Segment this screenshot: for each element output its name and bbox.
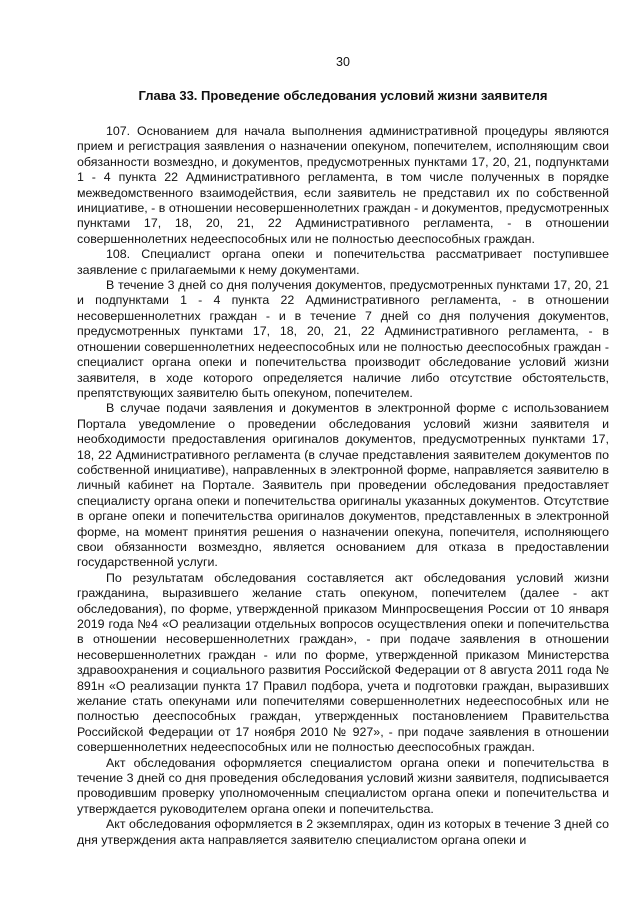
paragraph-electronic-submission: В случае подачи заявления и документов в электронной форме с использованием Портала уведомление о проведении обследования условий жизни заявителя и необходимости предоставления оригиналов документов, предусмотренных пунктами 17, 18, 22 Административного регламента (в случае представления заявителем документов по собственной инициативе), направленных в электронной форме, направляется заявителю в личный кабинет на Портале. Заявитель при проведении обследования предоставляет специалисту органа опеки и попечительства оригиналы указанных документов. Отсутствие в органе опеки и попечительства оригиналов документов, представленных в электронной форме, на момент принятия решения о назначении опекуна, попечителя, исполняющего свои обязанности возмездно, является основанием для отказа в предоставлении государственной услуги. [77,401,609,570]
paragraph-108: 108. Специалист органа опеки и попечительства рассматривает поступившее заявление с прилагаемыми к нему документами. [77,247,609,277]
chapter-title: Глава 33. Проведение обследования условий жизни заявителя [138,88,548,103]
page-number: 30 [336,55,350,69]
paragraph-inspection-act: По результатам обследования составляется акт обследования условий жизни гражданина, выразившего желание стать опекуном, попечителем (далее - акт обследования), по форме, утвержденной приказом Минпросвещения России от 10 января 2019 года №4 «О реализации отдельных вопросов осуществления опеки и попечительства в отношении несовершеннолетних граждан», - при подаче заявления в отношении несовершеннолетних граждан - или по форме, утвержденной приказом Министерства здравоохранения и социального развития Российской Федерации от 8 августа 2011 года № 891н «О реализации пункта 17 Правил подбора, учета и подготовки граждан, выразивших желание стать опекунами или попечителями совершеннолетних недееспособных или не полностью дееспособных граждан, утвержденных постановлением Правительства Российской Федерации от 17 ноября 2010 № 927», - при подаче заявления в отношении совершеннолетних недееспособных или не полностью дееспособных граждан. [77,570,609,755]
paragraph-act-copies: Акт обследования оформляется в 2 экземплярах, один из которых в течение 3 дней со дня утверждения акта направляется заявителю специалистом органа опеки и [77,817,609,847]
paragraph-107: 107. Основанием для начала выполнения административной процедуры являются прием и регистрация заявления о назначении опекуном, попечителем, исполняющим свои обязанности возмездно, и документов, предусмотренных пунктами 17, 20, 21, подпунктами 1 - 4 пункта 22 Административного регламента, в том числе полученных в порядке межведомственного взаимодействия, если заявитель не представил их по собственной инициативе, - в отношении несовершеннолетних граждан - и документов, предусмотренных пунктами 17, 18, 20, 21, 22 Административного регламента, - в отношении совершеннолетних недееспособных или не полностью дееспособных граждан. [77,124,609,246]
paragraph-act-preparation: Акт обследования оформляется специалистом органа опеки и попечительства в течение 3 дней со дня проведения обследования условий жизни заявителя, подписывается проводившим проверку уполномоченным специалистом органа опеки и попечительства и утверждается руководителем органа опеки и попечительства. [77,755,609,816]
paragraph-review-period: В течение 3 дней со дня получения документов, предусмотренных пунктами 17, 20, 21 и подпунктами 1 - 4 пункта 22 Административного регламента, - в отношении несовершеннолетних граждан - и в течение 7 дней со дня получения документов, предусмотренных пунктами 17, 18, 20, 21, 22 Административного регламента, - в отношении совершеннолетних недееспособных или не полностью дееспособных граждан - специалист органа опеки и попечительства производит обследование условий жизни заявителя, в ходе которого определяется наличие либо отсутствие обстоятельств, препятствующих заявителю быть опекуном, попечителем. [77,278,609,400]
document-page [77,54,609,848]
